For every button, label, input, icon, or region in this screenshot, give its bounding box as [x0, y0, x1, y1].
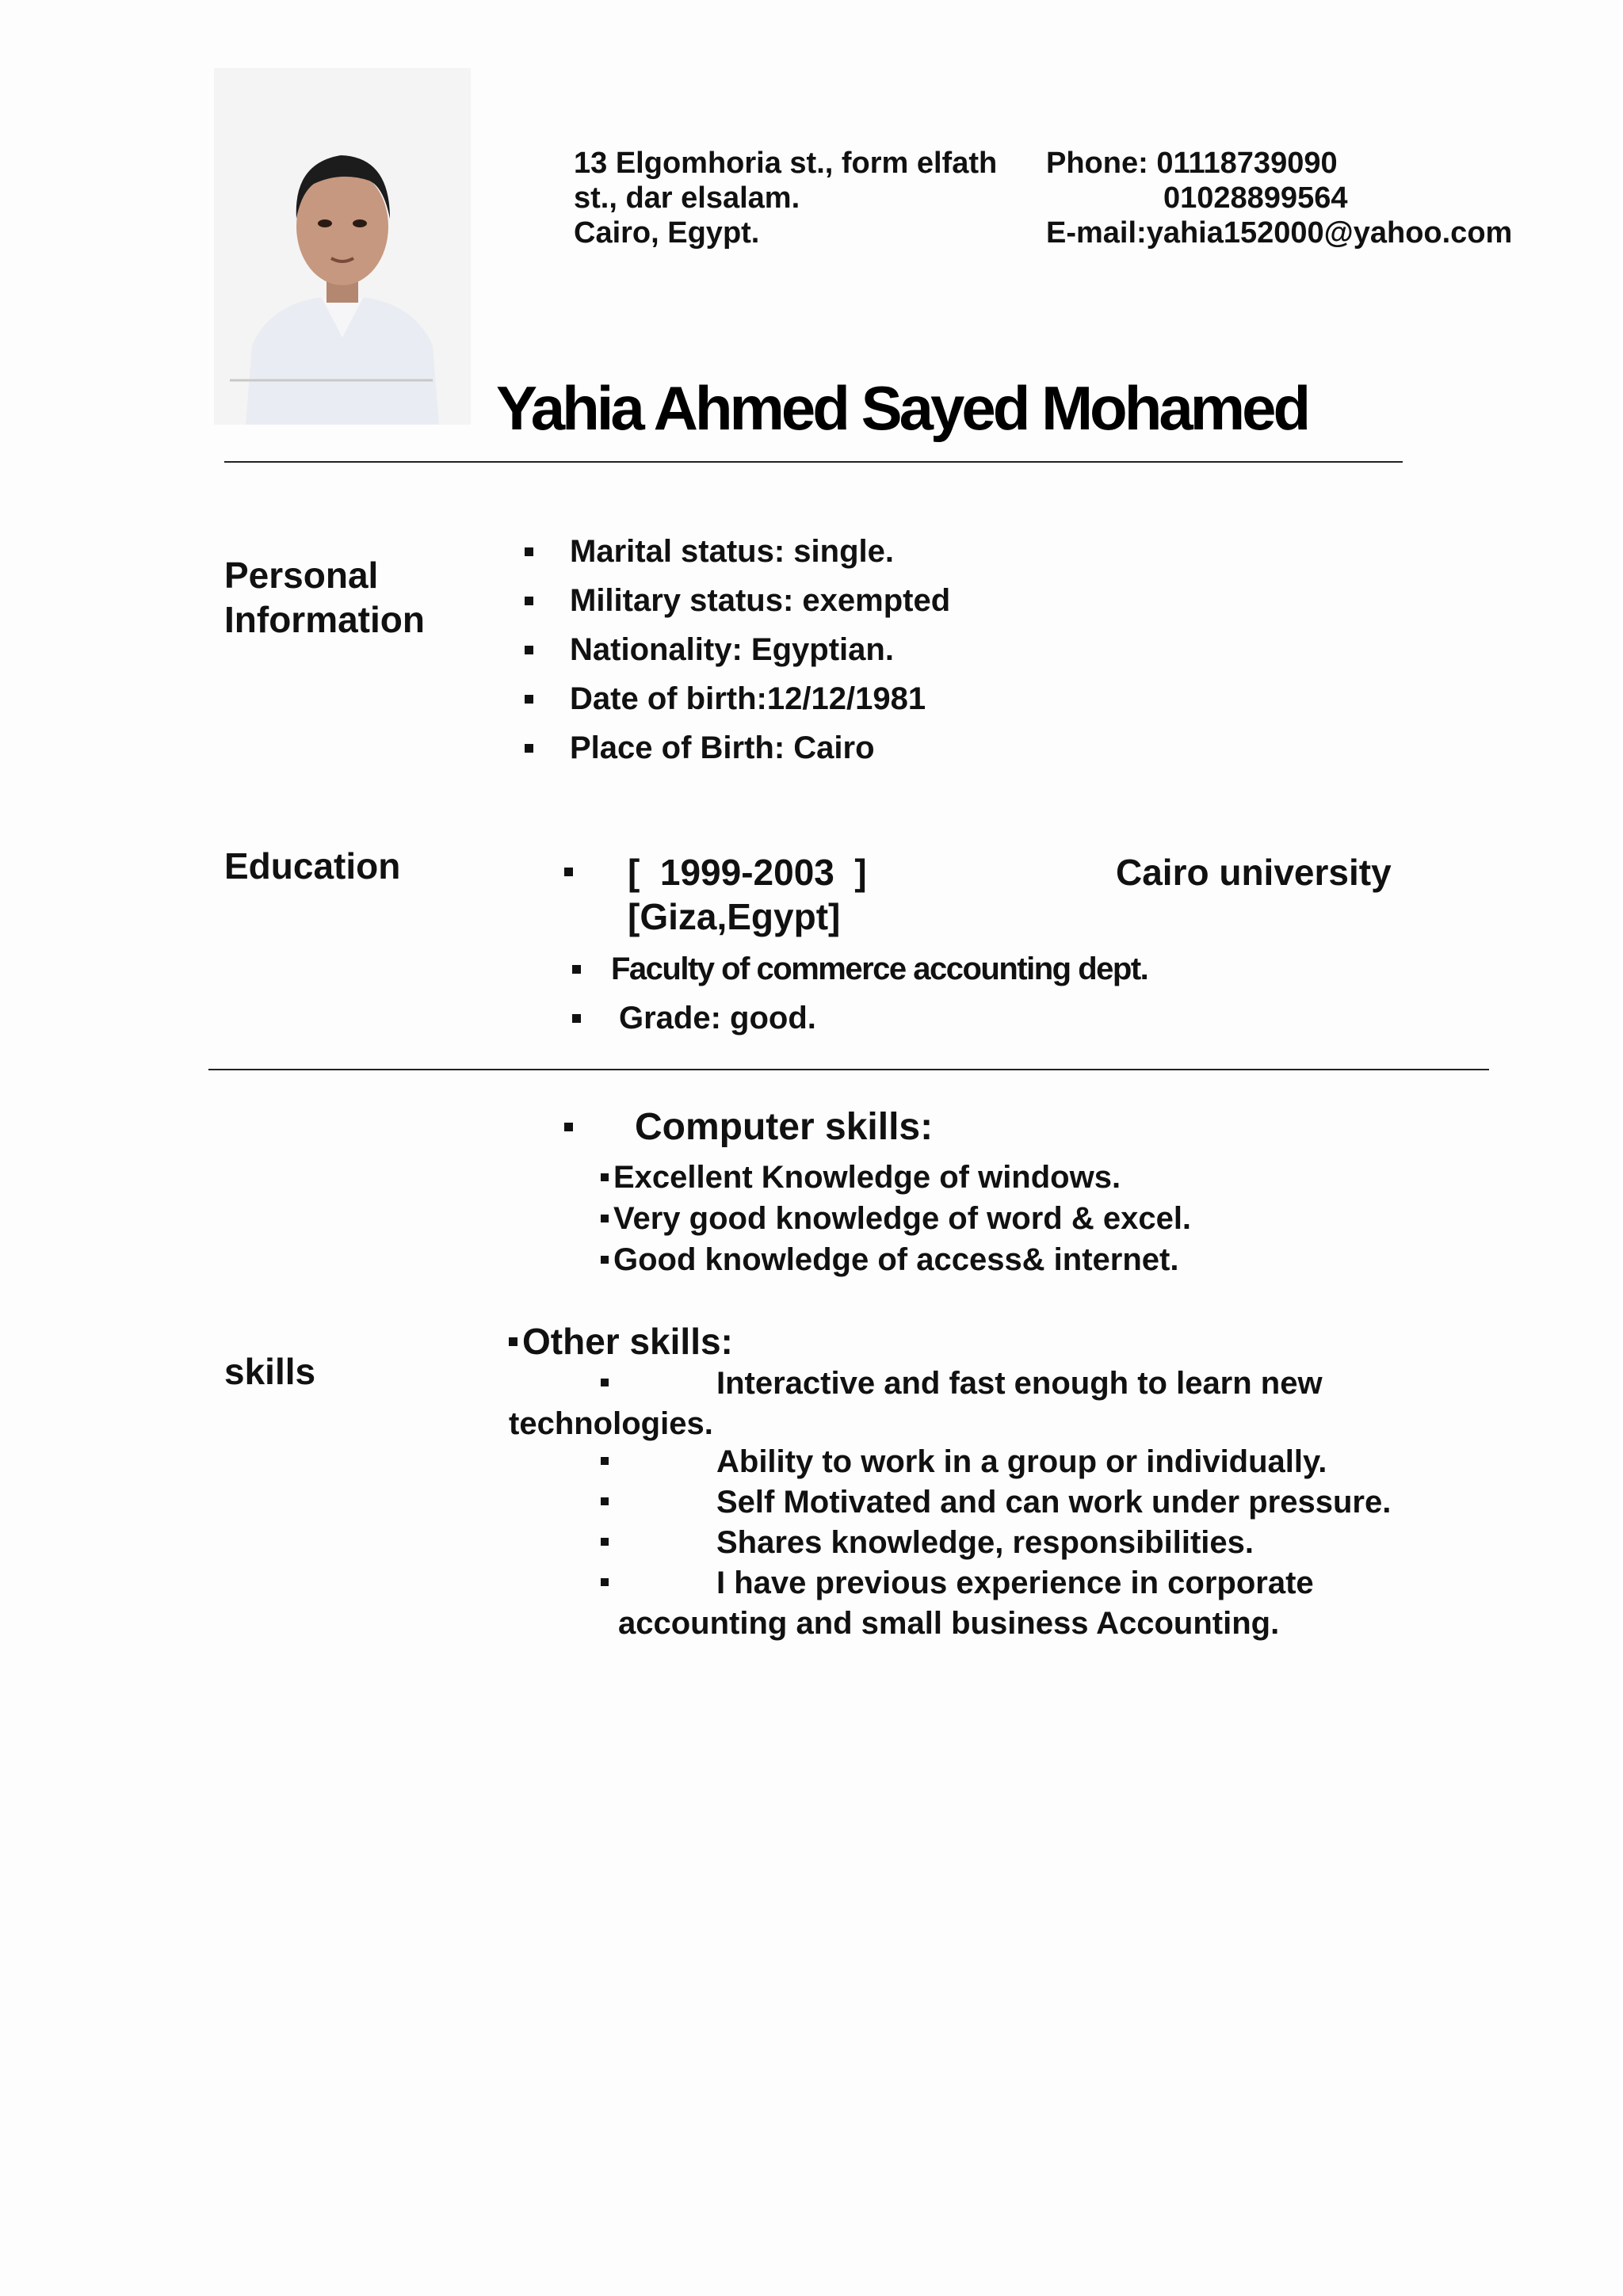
list-item-text: Nationality: Egyptian.: [570, 631, 894, 667]
personal-title-line: Information: [224, 599, 425, 640]
list-item: [525, 674, 950, 723]
bullet-icon: [525, 597, 533, 605]
computer-skills-heading: [564, 1105, 933, 1149]
list-item: [509, 1443, 1444, 1483]
list-item-continuation: technologies.: [509, 1406, 713, 1441]
education-university: Cairo university: [1116, 852, 1392, 893]
bullet-icon: [572, 965, 581, 974]
list-item-text: Faculty of commerce accounting dept.: [611, 951, 1148, 986]
list-item: [509, 1524, 1444, 1564]
phone-line: Phone: 01118739090: [1046, 147, 1338, 180]
list-item: [525, 625, 950, 674]
personal-info-title: [224, 553, 425, 642]
list-item-text: Interactive and fast enough to learn new: [716, 1366, 1323, 1401]
skills-title: skills: [224, 1351, 316, 1392]
bullet-icon: [525, 695, 533, 704]
list-item-text: Excellent Knowledge of windows.: [613, 1159, 1121, 1195]
bullet-icon: [525, 547, 533, 556]
bullet-icon: [601, 1538, 609, 1546]
bullet-icon: [525, 744, 533, 753]
personal-info-list: [525, 527, 950, 772]
list-item: [525, 723, 950, 772]
contact-block: [1046, 146, 1601, 250]
list-item: [509, 1564, 1444, 1604]
education-location: [Giza,Egypt]: [628, 896, 841, 937]
list-item-text: Self Motivated and can work under pressure.: [716, 1485, 1392, 1520]
list-item-text: Shares knowledge, responsibilities.: [716, 1525, 1254, 1560]
address-line: 13 Elgomhoria st., form elfath: [574, 147, 998, 180]
bullet-icon: [601, 1256, 609, 1264]
bullet-icon: [601, 1497, 609, 1505]
list-item-text: Grade: good.: [619, 1000, 816, 1035]
education-title: Education: [224, 845, 401, 887]
list-item-text: I have previous experience in corporate: [716, 1566, 1314, 1600]
list-item-text: Good knowledge of access& internet.: [613, 1241, 1179, 1277]
profile-photo: [214, 68, 471, 425]
education-years: [ 1999-2003 ]: [628, 852, 867, 893]
email-line: E-mail:yahia152000@yahoo.com: [1046, 216, 1513, 250]
candidate-name: Yahia Ahmed Sayed Mohamed: [496, 373, 1308, 443]
list-item: [601, 1198, 1191, 1239]
bullet-icon: [601, 1215, 609, 1222]
bullet-icon: [564, 868, 573, 876]
education-details: [572, 944, 1148, 1043]
list-item-text: Date of birth:12/12/1981: [570, 681, 926, 716]
list-item: [601, 1239, 1191, 1280]
personal-title-line: Personal: [224, 555, 379, 596]
list-item-text: Marital status: single.: [570, 533, 894, 569]
name-divider: [224, 461, 1403, 463]
bullet-icon: [601, 1173, 609, 1181]
address-block: [574, 146, 1033, 250]
list-item-continuation: accounting and small business Accounting.: [618, 1606, 1280, 1641]
education-divider: [208, 1069, 1489, 1070]
list-item: [572, 944, 1148, 994]
bullet-icon: [572, 1014, 581, 1023]
other-skills-heading: [509, 1320, 733, 1363]
portrait-image: [214, 68, 471, 425]
list-item-text: Ability to work in a group or individually.: [716, 1444, 1327, 1479]
computer-skills-list: [601, 1157, 1191, 1280]
other-skills-list: [509, 1364, 1444, 1642]
address-line: st., dar elsalam.: [574, 181, 800, 215]
list-item: [525, 527, 950, 576]
list-item: [601, 1157, 1191, 1198]
bullet-icon: [601, 1457, 609, 1465]
phone-line-2: 01028899564: [1163, 181, 1348, 215]
bullet-icon: [601, 1578, 609, 1586]
bullet-icon: [601, 1379, 609, 1386]
list-item-text: Place of Birth: Cairo: [570, 730, 875, 765]
list-item: [509, 1364, 1444, 1405]
address-line: Cairo, Egypt.: [574, 216, 760, 250]
bullet-icon: [564, 1123, 573, 1131]
list-item: [572, 994, 1148, 1043]
list-item: [525, 576, 950, 625]
list-item-text: Very good knowledge of word & excel.: [613, 1200, 1192, 1236]
bullet-icon: [525, 646, 533, 654]
list-item-text: Military status: exempted: [570, 582, 951, 618]
bullet-icon: [509, 1337, 517, 1346]
computer-skills-label: Computer skills:: [635, 1106, 934, 1148]
list-item: [509, 1483, 1444, 1524]
other-skills-label: Other skills:: [522, 1321, 733, 1362]
